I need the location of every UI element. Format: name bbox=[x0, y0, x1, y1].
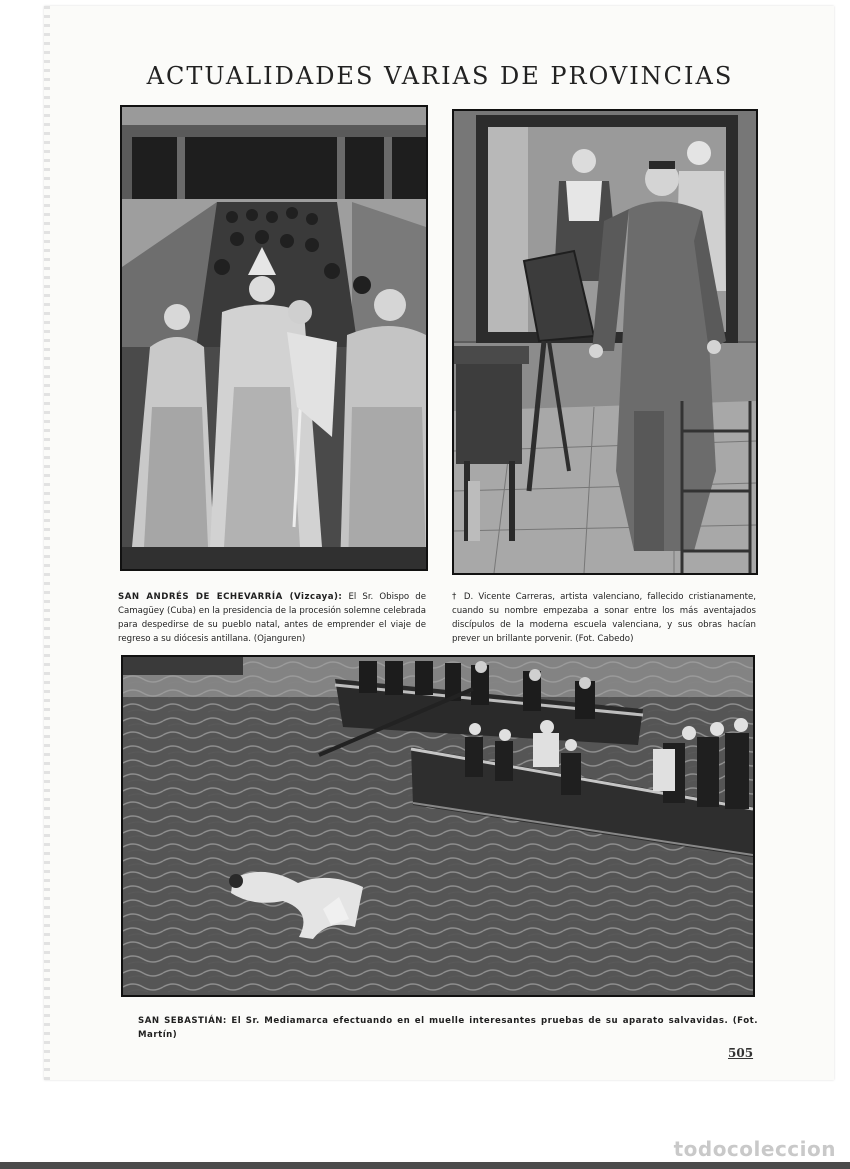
procession-caption-text: El Sr. Obispo de Camagüey (Cuba) en la presidencia de la procesión solemne celebrada para despedirse de su pueblo natal, antes de emprender el viaje de regreso a su diócesis antillana. (Ojanguren) bbox=[118, 592, 426, 644]
bottom-strip bbox=[0, 1162, 850, 1169]
procession-caption bbox=[118, 590, 426, 646]
binding-perforation bbox=[44, 6, 50, 1080]
page-number: 505 bbox=[728, 1046, 754, 1060]
harbour-caption-text: El Sr. Mediamarca efectuando en el muelle interesantes pruebas de su aparato salvavidas. (Fot. Martín) bbox=[138, 1016, 758, 1040]
painter-caption-text: † D. Vicente Carreras, artista valenciano, fallecido cristianamente, cuando su nombre empezaba a sonar entre los más aventajados discípulos de la moderna escuela valenciana, y sus obras hacían prever un brillante porvenir. (Fot. Cabedo) bbox=[452, 592, 756, 644]
painter-caption bbox=[452, 590, 756, 646]
harbour-illustration bbox=[123, 657, 753, 995]
harbour-caption bbox=[138, 1014, 758, 1042]
watermark: todocoleccion bbox=[673, 1137, 836, 1161]
procession-photo bbox=[120, 105, 428, 571]
painter-photo bbox=[452, 109, 758, 575]
procession-illustration bbox=[122, 107, 426, 569]
painter-illustration bbox=[454, 111, 756, 573]
harbour-photo bbox=[121, 655, 755, 997]
page-title: ACTUALIDADES VARIAS DE PROVINCIAS bbox=[146, 62, 734, 90]
procession-caption-lead: SAN ANDRÉS DE ECHEVARRÍA (Vizcaya): bbox=[118, 592, 343, 602]
harbour-caption-lead: SAN SEBASTIÁN: bbox=[138, 1016, 227, 1026]
